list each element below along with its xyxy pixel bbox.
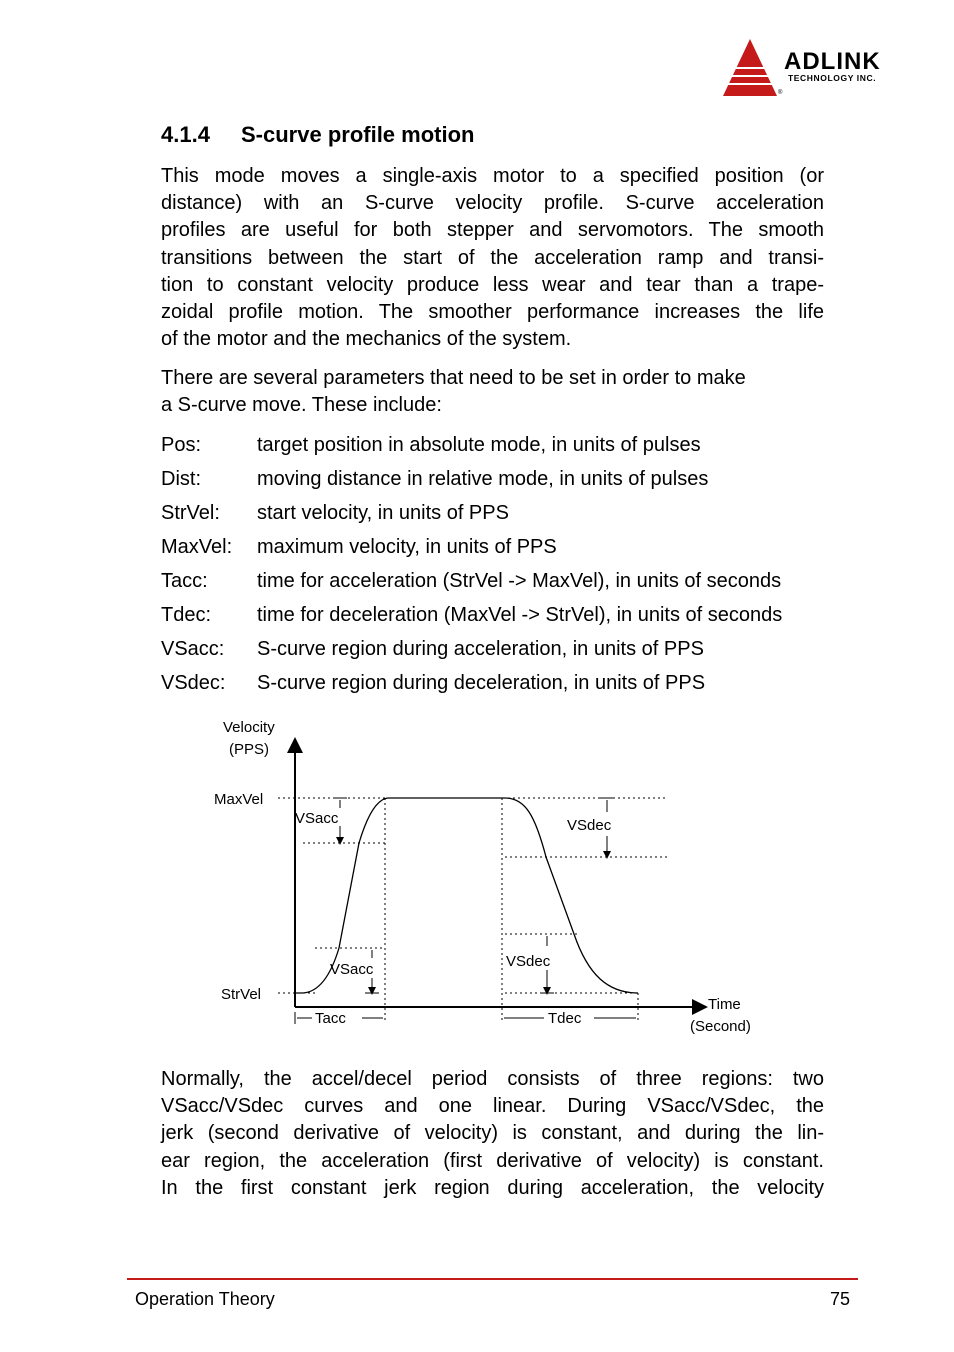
parameter-row (161, 600, 881, 634)
text-line: Normally, the accel/decel period consists of three regions: two (161, 1068, 824, 1090)
tacc-label: Tacc (315, 1010, 346, 1027)
text-line: ear region, the acceleration (first derivative of velocity) is constant. (161, 1149, 824, 1172)
parameter-description: S-curve region during deceleration, in units of PPS (257, 672, 706, 694)
vsdec-lower-label: VSdec (506, 953, 551, 970)
text-line: In the first constant jerk region during acceleration, the velocity (161, 1176, 824, 1199)
text-line: distance) with an S-curve velocity profile. S-curve acceleration (161, 192, 824, 215)
logo-wordmark: ADLINK (784, 48, 881, 75)
parameter-row (161, 532, 881, 566)
text-line: profiles are useful for both stepper and servomotors. The smooth (161, 219, 824, 242)
parameter-description: S-curve region during acceleration, in units of PPS (257, 638, 704, 660)
section-title: S-curve profile motion (241, 122, 475, 147)
parameter-term: VSdec: (161, 672, 226, 694)
footer-page-number: 75 (829, 1289, 850, 1309)
logo-registered-mark: ® (778, 90, 783, 96)
maxvel-label: MaxVel (214, 791, 264, 808)
parameter-term: Tdec: (161, 604, 212, 626)
parameter-row (161, 498, 881, 532)
intro-paragraph (161, 163, 824, 353)
parameter-row (161, 634, 881, 668)
parameter-term: StrVel: (161, 502, 220, 524)
parameter-term: Pos: (161, 434, 202, 456)
text-line: zoidal profile motion. The smoother performance increases the life (161, 301, 824, 324)
text-line: a S-curve move. These include: (161, 394, 442, 417)
parameter-row (161, 668, 881, 702)
text-line: This mode moves a single-axis motor to a specified position (or (161, 165, 824, 187)
text-line: transitions between the start of the acceleration ramp and transi- (161, 246, 824, 269)
tdec-label: Tdec (548, 1010, 582, 1027)
adlink-logo (722, 38, 912, 100)
adlink-pyramid-icon (722, 38, 778, 100)
parameter-description: start velocity, in units of PPS (257, 502, 509, 524)
parameter-row (161, 430, 881, 464)
text-line: jerk (second derivative of velocity) is constant, and during the lin- (161, 1122, 824, 1145)
parameter-row (161, 464, 881, 498)
parameter-term: MaxVel: (161, 536, 233, 558)
x-axis-label-line2: (Second) (690, 1018, 751, 1035)
x-axis-label-line1: Time (708, 996, 741, 1013)
section-number: 4.1.4 (161, 122, 210, 147)
parameter-term: Tacc: (161, 570, 208, 592)
parameter-description: moving distance in relative mode, in units of pulses (257, 468, 709, 490)
vsacc-upper-label: VSacc (295, 810, 339, 827)
y-axis-label-line1: Velocity (223, 719, 275, 736)
closing-paragraph (161, 1066, 824, 1202)
parameter-term: Dist: (161, 468, 201, 490)
strvel-label: StrVel (221, 986, 262, 1003)
s-curve-velocity-diagram (205, 712, 775, 1042)
parameter-description: maximum velocity, in units of PPS (257, 536, 557, 558)
vsdec-upper-label: VSdec (567, 817, 612, 834)
logo-tagline: TECHNOLOGY INC. (788, 73, 877, 83)
footer-rule (127, 1278, 858, 1280)
text-line: VSacc/VSdec curves and one linear. During VSacc/VSdec, the (161, 1095, 824, 1118)
parameter-description: time for deceleration (MaxVel -> StrVel), in units of seconds (257, 604, 783, 626)
parameter-term: VSacc: (161, 638, 225, 660)
parameter-description: time for acceleration (StrVel -> MaxVel), in units of seconds (257, 570, 782, 592)
params-intro-paragraph (161, 365, 824, 419)
text-line: tion to constant velocity produce less wear and tear than a trape- (161, 273, 824, 296)
text-line: There are several parameters that need to be set in order to make (161, 367, 746, 389)
parameter-description: target position in absolute mode, in units of pulses (257, 434, 701, 456)
parameter-row (161, 566, 881, 600)
footer-chapter: Operation Theory (135, 1289, 275, 1309)
parameter-list (161, 430, 881, 702)
y-axis-label-line2: (PPS) (229, 741, 270, 758)
vsacc-lower-label: VSacc (330, 961, 374, 978)
section-heading (161, 122, 474, 148)
text-line: of the motor and the mechanics of the system. (161, 328, 572, 351)
